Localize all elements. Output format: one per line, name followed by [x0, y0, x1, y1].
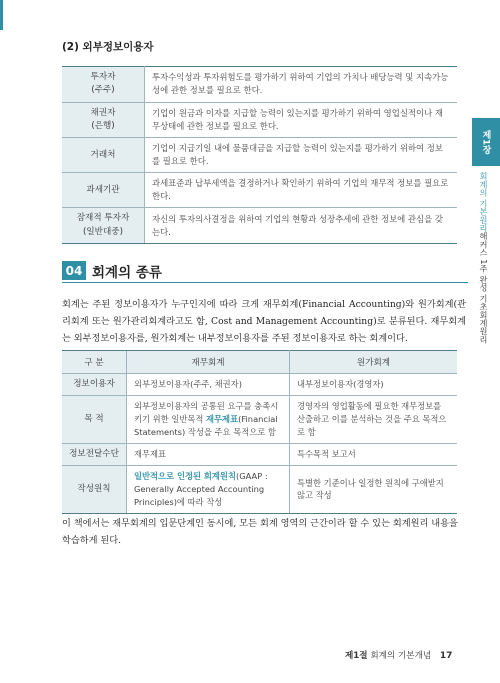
- row-text: 과세표준과 납부세액을 결정하거나 확인하기 위하여 기업의 재무적 정보를 필요로 한다.: [145, 173, 458, 208]
- table-row: [62, 466, 457, 514]
- cost-cell: 내부정보이용자(경영자): [290, 374, 458, 396]
- row-text: 기업이 원금과 이자를 지급할 능력이 있는지를 평가하기 위하여 영업실적이나 재무상태에 관한 정보를 필요로 한다.: [145, 102, 458, 138]
- external-users-table: [62, 66, 457, 244]
- header-cost: 원가회계: [290, 351, 458, 374]
- book-side-title: 해커스 1주 완성 기초회계원리: [479, 232, 489, 344]
- closing-paragraph: 이 책에서는 재무회계의 입문단계인 동시에, 모든 회계 영역의 근간이라 할 수 있는 회계원리 내용을 학습하게 된다.: [62, 518, 458, 547]
- row-text: 자신의 투자의사결정을 위하여 기업의 현황과 성장추세에 관한 정보에 관심을 갖는다.: [145, 208, 458, 244]
- row-label: 작성원칙: [62, 466, 127, 514]
- financial-cell: 재무제표: [127, 443, 290, 465]
- section-title: 회계의 종류: [92, 265, 162, 281]
- cost-cell: 경영자의 영업활동에 필요한 재무정보를 산출하고 이를 분석하는 것을 주요 목적으로 함: [290, 396, 458, 444]
- row-label: 채권자 (은행): [62, 102, 145, 138]
- header-financial: 재무회계: [127, 351, 290, 374]
- row-text: 투자수익성과 투자위험도를 평가하기 위하여 기업의 가치나 배당능력 및 지속가능성에 관한 정보를 필요로 한다.: [145, 67, 458, 103]
- financial-cell: 외부정보이용자의 공통된 요구를 충족시키기 위한 일반목적 재무제표(Financial Statements) 작성을 주요 목적으로 함: [127, 396, 290, 444]
- page-number: 17: [439, 651, 453, 661]
- financial-cell: 외부정보이용자(주주, 채권자): [127, 374, 290, 396]
- row-label: 투자자 (주주): [62, 67, 145, 103]
- table-row: [62, 67, 457, 103]
- page-footer: [345, 649, 452, 661]
- row-label: 정보이용자: [62, 374, 127, 396]
- footer-section: 제1절: [345, 651, 368, 661]
- highlight-term: 일반적으로 인정된 회계원칙: [134, 471, 236, 482]
- page-edge-accent: [0, 0, 3, 30]
- table-row: [62, 102, 457, 138]
- row-label: 정보전달수단: [62, 443, 127, 465]
- row-text: 기업이 지급기일 내에 물품대금을 지급할 능력이 있는지를 평가하기 위하여 정보를 필요로 한다.: [145, 138, 458, 173]
- chapter-tab: 제1장: [472, 118, 500, 166]
- row-label: 목 적: [62, 396, 127, 444]
- accounting-comparison-table: [62, 350, 457, 514]
- header-category: 구 분: [62, 351, 127, 374]
- table-header-row: [62, 351, 457, 374]
- row-label: 잠재적 투자자 (일반대중): [62, 208, 145, 244]
- highlight-term: 재무제표: [206, 414, 239, 425]
- chapter-side-title: 회계의 기본원리: [479, 172, 489, 233]
- table-row: [62, 443, 457, 465]
- table-row: [62, 208, 457, 244]
- table-row: [62, 138, 457, 173]
- section-rule: [62, 282, 468, 283]
- section-number: 04: [62, 261, 86, 280]
- table-row: [62, 374, 457, 396]
- intro-paragraph: 회계는 주된 정보이용자가 누구인지에 따라 크게 재무회계(Financial Accounting)와 원가회계(관리회계 또는 원가관리회계라고도 함, Cost and Management Accounting)로 분류된다. 재무회계는 외부정보이용자를, 원가회계는 내부정보이용자를 주된 정보이용자로 하는 회계이다.: [62, 299, 466, 345]
- row-label: 거래처: [62, 138, 145, 173]
- cost-cell: 특별한 기준이나 일정한 원칙에 구애받지 않고 작성: [290, 466, 458, 514]
- row-label: 과세기관: [62, 173, 145, 208]
- financial-cell: 일반적으로 인정된 회계원칙(GAAP : Generally Accepted Accounting Principles)에 따라 작성: [127, 466, 290, 514]
- footer-title: 회계의 기본개념: [370, 651, 432, 661]
- table-row: [62, 396, 457, 444]
- section-heading: [62, 260, 468, 282]
- table-row: [62, 173, 457, 208]
- subsection-heading: (2) 외부정보이용자: [62, 41, 154, 53]
- cost-cell: 특수목적 보고서: [290, 443, 458, 465]
